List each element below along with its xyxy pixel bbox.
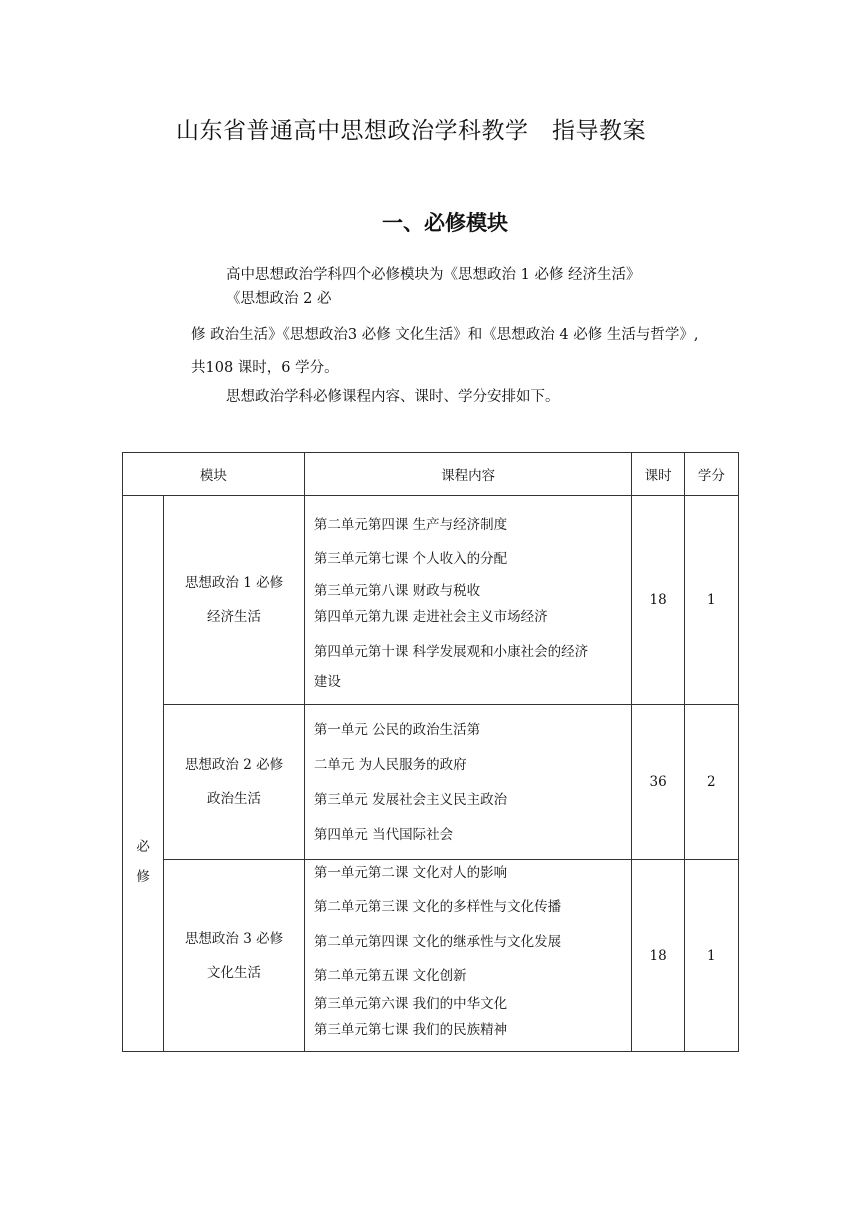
module-cell [164,860,305,1052]
intro-paragraph-line: 《思想政治 2 必 [226,291,332,307]
module-name: 思想政治 1 必修 [184,575,284,591]
hours-cell: 36 [632,705,684,860]
intro-paragraph-line: 修 政治生活》《思想政治3 必修 文化生活》和《思想政治 4 必修 生活与哲学》, [191,327,699,343]
hours-cell: 18 [632,860,684,1052]
header-content: 课程内容 [304,453,632,496]
credits-cell: 1 [684,496,738,705]
content-cell [304,496,632,705]
category-char: 必 [136,839,150,855]
table-row [123,860,739,1052]
lesson-item: 第二单元第三课 文化的多样性与文化传播 [313,899,562,915]
lesson-item: 第一单元第二课 文化对人的影响 [313,865,508,881]
lesson-item: 第四单元 当代国际社会 [313,827,454,843]
intro-paragraph-line: 共108 课时，6 学分。 [191,360,339,376]
lesson-item: 第二单元第四课 生产与经济制度 [313,517,508,533]
category-char: 修 [136,869,150,885]
header-hours: 课时 [632,453,684,496]
lesson-item: 二单元 为人民服务的政府 [313,757,467,773]
lesson-item: 第二单元第五课 文化创新 [313,968,467,984]
table-header-row [123,453,739,496]
lesson-item: 第三单元 发展社会主义民主政治 [313,792,508,808]
lesson-item: 第三单元第八课 财政与税收 [313,583,481,599]
lesson-item: 第二单元第四课 文化的继承性与文化发展 [313,934,562,950]
content-cell [304,705,632,860]
section-heading: 一、必修模块 [382,211,508,235]
lesson-item: 第三单元第七课 个人收入的分配 [313,551,508,567]
header-module: 模块 [123,453,305,496]
module-cell [164,705,305,860]
table-row [123,705,739,860]
content-cell [304,860,632,1052]
category-cell [123,496,164,1052]
lesson-item: 建设 [313,674,341,690]
credits-cell: 2 [684,705,738,860]
credits-cell: 1 [684,860,738,1052]
intro-paragraph-line: 高中思想政治学科四个必修模块为《思想政治 1 必修 经济生活》 [226,267,641,283]
lesson-item: 第四单元第十课 科学发展观和小康社会的经济 [313,644,589,660]
module-name: 思想政治 2 必修 [184,757,284,773]
document-title: 山东省普通高中思想政治学科教学 指导教案 [176,118,646,144]
module-subtitle: 经济生活 [207,609,262,625]
intro-paragraph-line: 思想政治学科必修课程内容、课时、学分安排如下。 [226,389,560,405]
lesson-item: 第三单元第六课 我们的中华文化 [313,996,508,1012]
lesson-item: 第一单元 公民的政治生活第 [313,722,481,738]
module-name: 思想政治 3 必修 [184,930,284,947]
module-subtitle: 文化生活 [207,964,262,981]
hours-cell: 18 [632,496,684,705]
module-cell [164,496,305,705]
course-schedule-table [122,452,739,1052]
table-row [123,496,739,705]
module-subtitle: 政治生活 [207,791,262,807]
lesson-item: 第四单元第九课 走进社会主义市场经济 [313,609,548,625]
lesson-item: 第三单元第七课 我们的民族精神 [313,1022,508,1038]
header-credits: 学分 [684,453,738,496]
